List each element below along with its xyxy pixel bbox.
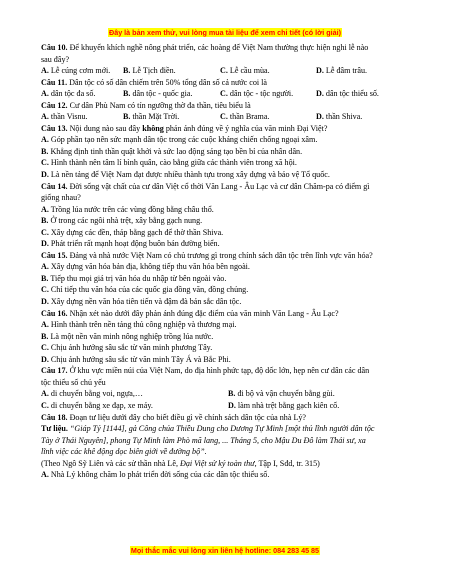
- q13-option-d: [41, 169, 419, 181]
- q13-a-label: A.: [41, 135, 49, 145]
- q13-option-c: [41, 157, 419, 169]
- question-17-stem-line-1: [41, 365, 419, 377]
- question-13-text-pre: Nội dung nào sau đây: [67, 123, 143, 133]
- question-13-text-post: phản ánh đúng về ý nghĩa của văn minh Đại Việt?: [163, 123, 328, 133]
- q13-b-text: Khẳng định tinh thần quật khởi và sức lao động sáng tạo bền bỉ của nhân dân.: [48, 146, 303, 156]
- q13-c-text: Hình thành nên tâm lí bình quân, cào bằng giữa các thành viên trong xã hội.: [48, 158, 297, 168]
- q13-option-b: [41, 146, 419, 158]
- q11-d-label: D.: [316, 89, 324, 99]
- q16-d-text: Chịu ảnh hưởng sâu sắc từ văn minh Tây Á và Bắc Phi.: [48, 354, 231, 364]
- question-10-stem-line-1: [41, 42, 419, 54]
- q12-option-d: [316, 111, 362, 123]
- preview-notice-text: Đây là bản xem thử, vui lòng mua tài liệu để xem chi tiết (có lời giải): [109, 28, 341, 37]
- q18-quote-part-3: lĩnh việc các khê động dọc biên giới về đường bộ”.: [41, 447, 207, 457]
- q16-b-label: B.: [41, 331, 49, 341]
- q10-b-label: B.: [123, 66, 131, 76]
- q15-b-label: B.: [41, 273, 49, 283]
- question-13-label: Câu 13.: [41, 123, 68, 133]
- question-10-options: [41, 65, 419, 77]
- q15-d-label: D.: [41, 297, 49, 307]
- q18-a-label: A.: [41, 470, 49, 480]
- q11-c-text: dân tộc - tộc người.: [227, 89, 294, 99]
- q16-option-d: [41, 354, 419, 366]
- q12-a-text: thần Visnu.: [48, 112, 88, 122]
- q12-c-label: C.: [220, 112, 228, 122]
- q15-option-b: [41, 273, 419, 285]
- q12-option-c: [220, 111, 316, 123]
- q12-a-label: A.: [41, 112, 49, 122]
- q10-b-text: Lễ Tịch điền.: [130, 66, 176, 76]
- q10-c-label: C.: [220, 66, 228, 76]
- preview-notice-banner: [0, 28, 450, 38]
- question-15-stem: [41, 250, 419, 262]
- q12-d-text: thần Shiva.: [323, 112, 363, 122]
- q14-option-c: [41, 227, 419, 239]
- q16-option-a: [41, 319, 419, 331]
- q11-d-text: dân tộc thiểu số.: [323, 89, 379, 99]
- question-17-text-cont: tộc thiểu số chủ yếu: [41, 377, 106, 387]
- q18-a-text: Nhà Lý không chăm lo phát triển đời sống của các dân tộc thiểu số.: [48, 470, 270, 480]
- q17-option-c: [41, 400, 228, 412]
- question-18-text: Đoạn tư liệu dưới đây cho biết điều gì về chính sách dân tộc của nhà Lý?: [67, 412, 307, 422]
- q11-a-label: A.: [41, 89, 49, 99]
- q15-a-label: A.: [41, 262, 49, 272]
- question-11-text: Dân tộc có số dân chiếm trên 50% tổng dân số cả nước coi là: [67, 77, 268, 87]
- q10-a-text: Lễ cúng cơm mới.: [48, 66, 111, 76]
- q15-a-text: Xây dựng văn hóa bản địa, không tiếp thu văn hóa bên ngoài.: [48, 262, 250, 272]
- q17-d-text: làm nhà trệt bằng gạch kiên cố.: [235, 400, 340, 410]
- q12-b-label: B.: [123, 112, 131, 122]
- q18-source-line-3: [41, 446, 419, 458]
- q10-option-a: [41, 65, 123, 77]
- q16-a-text: Hình thành trên nền tảng thủ công nghiệp và thương mại.: [48, 320, 237, 330]
- question-18-label: Câu 18.: [41, 412, 68, 422]
- q10-d-text: Lễ đâm trâu.: [323, 66, 368, 76]
- question-14-text: Đời sống vật chất của cư dân Việt cổ thời Văn Lang - Âu Lạc và cư dân Chăm-pa có điểm gì: [67, 181, 370, 191]
- question-14-stem-line-1: [41, 181, 419, 193]
- q16-b-text: Là một nền văn minh nông nghiệp trồng lúa nước.: [48, 331, 214, 341]
- q11-option-a: [41, 88, 123, 100]
- q15-c-text: Chỉ tiếp thu văn hóa của các quốc gia đồng văn, đồng chủng.: [48, 285, 249, 295]
- q11-c-label: C.: [220, 89, 228, 99]
- q13-d-text: Là nền tảng để Việt Nam đạt được nhiều thành tựu trong xây dựng và bảo vệ Tổ quốc.: [48, 170, 330, 180]
- hotline-text: Mọi thắc mắc vui lòng xin liên hệ hotline: 084 283 45 85: [130, 546, 320, 555]
- q16-d-label: D.: [41, 354, 49, 364]
- q14-d-label: D.: [41, 239, 49, 249]
- q13-c-label: C.: [41, 158, 49, 168]
- q10-a-label: A.: [41, 66, 49, 76]
- question-12-label: Câu 12.: [41, 100, 68, 110]
- q16-a-label: A.: [41, 320, 49, 330]
- q11-option-b: [123, 88, 220, 100]
- question-12-text: Cư dân Phù Nam có tín ngưỡng thờ đa thần, tiêu biểu là: [67, 100, 251, 110]
- question-10-stem-line-2: [41, 54, 419, 66]
- q13-b-label: B.: [41, 146, 49, 156]
- question-17-label: Câu 17.: [41, 366, 68, 376]
- q14-b-label: B.: [41, 216, 49, 226]
- q16-c-text: Chịu ảnh hưởng sâu sắc từ văn minh phương Tây.: [48, 343, 213, 353]
- q10-option-d: [316, 65, 367, 77]
- question-11-label: Câu 11.: [41, 77, 68, 87]
- q12-c-text: thần Brama.: [227, 112, 270, 122]
- q18-citation-details: , Tập I, Sđd, tr. 315): [254, 458, 320, 468]
- q17-c-text: di chuyển bằng xe đạp, xe máy.: [48, 400, 153, 410]
- question-13-stem: [41, 123, 419, 135]
- q14-option-b: [41, 215, 419, 227]
- q12-d-label: D.: [316, 112, 324, 122]
- q10-option-b: [123, 65, 220, 77]
- question-14-stem-line-2: [41, 192, 419, 204]
- q14-a-text: Trồng lúa nước trên các vùng đồng bằng châu thổ.: [48, 204, 214, 214]
- q17-a-label: A.: [41, 389, 49, 399]
- q17-option-b: [228, 388, 419, 400]
- question-14-text-cont: giống nhau?: [41, 193, 81, 203]
- q10-d-label: D.: [316, 66, 324, 76]
- q18-quote-part-1: “Giáp Tý [1144], gả Công chúa Thiều Dung cho Dương Tự Minh [một thủ lĩnh người dân tộc: [67, 424, 375, 434]
- q11-b-label: B.: [123, 89, 131, 99]
- q18-source-line-1: [41, 423, 419, 435]
- q14-a-label: A.: [41, 204, 49, 214]
- q13-option-a: [41, 134, 419, 146]
- question-10-text: Để khuyến khích nghề nông phát triển, các hoàng đế Việt Nam thường thực hiện nghi lễ nào: [67, 43, 369, 52]
- q11-option-d: [316, 88, 379, 100]
- q12-option-b: [123, 111, 220, 123]
- question-12-stem: [41, 100, 419, 112]
- question-17-options: [41, 388, 419, 411]
- q16-option-b: [41, 331, 419, 343]
- q13-d-label: D.: [41, 170, 49, 180]
- q15-option-a: [41, 261, 419, 273]
- q15-option-d: [41, 296, 419, 308]
- document-page: [41, 42, 419, 481]
- q18-citation-author: (Theo Ngô Sỹ Liên và các sử thần nhà Lê,: [41, 458, 181, 468]
- q18-source-label: Tư liệu.: [41, 424, 68, 434]
- question-17-stem-line-2: [41, 377, 419, 389]
- q18-citation-title: Đại Việt sử ký toàn thư: [180, 458, 255, 468]
- q17-d-label: D.: [228, 400, 236, 410]
- q17-option-d: [228, 400, 419, 412]
- q11-option-c: [220, 88, 316, 100]
- question-10-text-cont: sau đây?: [41, 54, 70, 64]
- q14-b-text: Ở trong các ngôi nhà trệt, xây bằng gạch nung.: [48, 216, 203, 226]
- q17-b-text: đi bộ và vận chuyển bằng gùi.: [235, 389, 335, 399]
- question-11-stem: [41, 77, 419, 89]
- q15-d-text: Xây dựng nền văn hóa tiên tiến và đậm đà bản sắc dân tộc.: [48, 297, 242, 307]
- question-12-options: [41, 111, 419, 123]
- q18-source-line-2: [41, 435, 419, 447]
- q11-a-text: dân tộc đa số.: [48, 89, 96, 99]
- q15-c-label: C.: [41, 285, 49, 295]
- question-10-label: Câu 10.: [41, 43, 68, 52]
- question-15-text: Đảng và nhà nước Việt Nam có chủ trương gì trong chính sách dân tộc trên lĩnh vực văn hóa?: [67, 250, 373, 260]
- question-16-stem: [41, 308, 419, 320]
- q17-option-a: [41, 388, 228, 400]
- q10-c-text: Lễ cầu mùa.: [227, 66, 270, 76]
- q13-a-text: Góp phần tạo nên sức mạnh dân tộc trong các cuộc kháng chiến chống ngoại xâm.: [48, 135, 318, 145]
- q16-c-label: C.: [41, 343, 49, 353]
- question-18-stem: [41, 412, 419, 424]
- q18-quote-part-2: Tày ở Thái Nguyên], phong Tự Minh làm Phò mã lang, ... Tháng 5, cho Mậu Du Đô làm Thái sư, xa: [41, 435, 366, 445]
- q14-option-d: [41, 238, 419, 250]
- q15-b-text: Tiếp thu mọi giá trị văn hóa du nhập từ bên ngoài vào.: [48, 273, 227, 283]
- q17-c-label: C.: [41, 400, 49, 410]
- hotline-banner: [0, 546, 450, 556]
- q18-citation: [41, 458, 419, 470]
- question-14-label: Câu 14.: [41, 181, 68, 191]
- q14-d-text: Phát triển rất mạnh hoạt động buôn bán đường biển.: [48, 239, 220, 249]
- question-16-text: Nhận xét nào dưới đây phản ánh đúng đặc điểm của văn minh Văn Lang - Âu Lạc?: [67, 308, 339, 318]
- question-16-label: Câu 16.: [41, 308, 68, 318]
- q10-option-c: [220, 65, 316, 77]
- question-17-text: Ở khu vực miền núi của Việt Nam, do địa hình phức tạp, độ dốc lớn, hẹp nên cư dân các dân: [67, 366, 370, 376]
- question-15-label: Câu 15.: [41, 250, 68, 260]
- q14-option-a: [41, 204, 419, 216]
- q17-a-text: di chuyển bằng voi, ngựa,…: [48, 389, 143, 399]
- q12-b-text: thần Mặt Trời.: [130, 112, 180, 122]
- q16-option-c: [41, 342, 419, 354]
- question-13-emphasis: không: [142, 123, 164, 133]
- q14-c-label: C.: [41, 227, 49, 237]
- q14-c-text: Xây dựng các đền, tháp bằng gạch để thờ thần Shiva.: [48, 227, 224, 237]
- q11-b-text: dân tộc - quốc gia.: [130, 89, 193, 99]
- q12-option-a: [41, 111, 123, 123]
- question-11-options: [41, 88, 419, 100]
- q18-option-a: [41, 469, 419, 481]
- q17-b-label: B.: [228, 389, 236, 399]
- q15-option-c: [41, 284, 419, 296]
